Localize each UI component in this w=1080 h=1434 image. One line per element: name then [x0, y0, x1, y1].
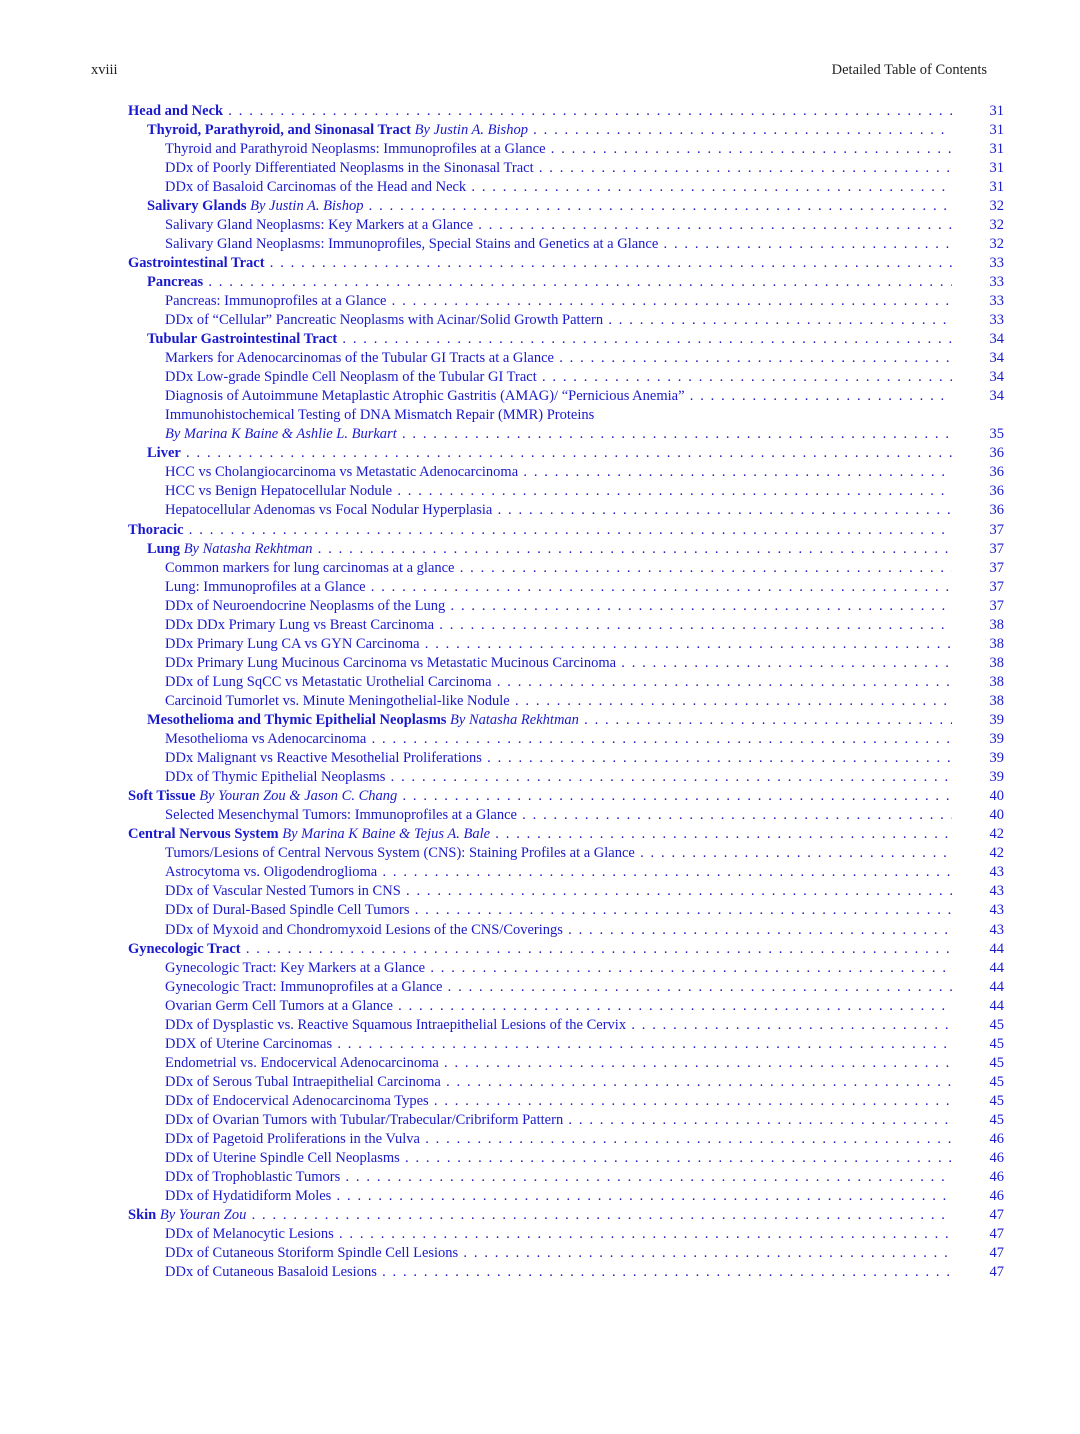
toc-entry-page: 46	[989, 1188, 1004, 1205]
toc-entry-page: 46	[989, 1150, 1004, 1167]
toc-entry-title: Ovarian Germ Cell Tumors at a Glance	[165, 997, 393, 1014]
toc-entry-text	[165, 406, 952, 425]
toc-entry-page: 39	[989, 769, 1004, 786]
toc-entry[interactable]	[128, 1263, 1004, 1282]
toc-entry-title: Gastrointestinal Tract	[128, 254, 265, 271]
toc-entry-text	[165, 1111, 952, 1130]
toc-entry[interactable]	[128, 387, 1004, 406]
toc-entry-text	[128, 787, 952, 806]
toc-entry-text	[165, 1073, 952, 1092]
toc-entry-title: DDx of Thymic Epithelial Neoplasms	[165, 769, 386, 786]
toc-entry-title: Mesothelioma vs Adenocarcinoma	[165, 731, 367, 748]
toc-entry-title: Astrocytoma vs. Oligodendroglioma	[165, 864, 378, 881]
toc-entry-text	[165, 1149, 952, 1168]
toc-entry-text	[165, 292, 952, 311]
toc-entry-text	[165, 578, 952, 597]
toc-entry-page: 45	[989, 1054, 1004, 1071]
toc-entry-title: Salivary Glands	[147, 197, 247, 214]
toc-entry-author: By Natasha Rekhtman	[183, 540, 313, 557]
toc-entry[interactable]	[128, 521, 1004, 540]
toc-entry-title: Pancreas	[147, 273, 204, 290]
toc-entry-title: Thoracic	[128, 521, 184, 538]
toc-entry[interactable]	[128, 159, 1004, 178]
toc-entry-title: Endometrial vs. Endocervical Adenocarcinoma	[165, 1054, 439, 1071]
toc-entry-title: DDx of Vascular Nested Tumors in CNS	[165, 883, 401, 900]
toc-entry-author: By Marina K Baine & Ashlie L. Burkart	[165, 426, 397, 443]
toc-entry-title: DDx of Poorly Differentiated Neoplasms in the Sinonasal Tract	[165, 159, 534, 176]
toc-entry[interactable]	[128, 463, 1004, 482]
toc-entry[interactable]	[128, 692, 1004, 711]
toc-entry[interactable]	[128, 1054, 1004, 1073]
toc-entry-title: Salivary Gland Neoplasms: Key Markers at a Glance	[165, 216, 474, 233]
toc-entry-author: By Justin A. Bishop	[414, 121, 528, 138]
toc-entry-text	[165, 1187, 952, 1206]
toc-entry-page: 33	[989, 254, 1004, 271]
toc-entry[interactable]	[128, 921, 1004, 940]
toc-entry-page: 32	[989, 197, 1004, 214]
toc-entry[interactable]	[128, 1111, 1004, 1130]
toc-entry-title: Mesothelioma and Thymic Epithelial Neoplasms	[147, 712, 447, 728]
toc-entry-page: 32	[989, 216, 1004, 233]
toc-entry-page: 31	[989, 121, 1004, 138]
toc-entry-title: DDx of Serous Tubal Intraepithelial Carcinoma	[165, 1073, 441, 1090]
toc-entry-text	[128, 254, 952, 273]
toc-entry-text	[165, 1016, 952, 1035]
toc-entry-title: Hepatocellular Adenomas vs Focal Nodular Hyperplasia	[165, 502, 493, 519]
toc-entry-page: 43	[989, 883, 1004, 900]
toc-entry[interactable]	[128, 501, 1004, 520]
toc-entry-title: Diagnosis of Autoimmune Metaplastic Atrophic Gastritis (AMAG)/ “Pernicious Anemia”	[165, 388, 685, 405]
toc-entry-text	[147, 197, 952, 216]
toc-entry-title: HCC vs Cholangiocarcinoma vs Metastatic Adenocarcinoma	[165, 464, 519, 481]
toc-entry-text	[165, 216, 952, 235]
toc-entry[interactable]	[128, 406, 1004, 425]
toc-entry-title: Soft Tissue	[128, 788, 196, 805]
toc-entry-page: 42	[989, 845, 1004, 862]
toc-entry-page: 44	[989, 997, 1004, 1014]
toc-entry-title: DDx of Melanocytic Lesions	[165, 1226, 334, 1243]
toc-entry[interactable]	[128, 140, 1004, 159]
toc-entry-page: 34	[989, 369, 1004, 386]
toc-entry-text	[165, 1092, 952, 1111]
toc-entry-author: By Natasha Rekhtman	[450, 712, 579, 728]
toc-entry-page: 37	[989, 597, 1004, 614]
toc-entry-page: 40	[989, 807, 1004, 824]
toc-entry[interactable]	[128, 730, 1004, 749]
toc-entry[interactable]	[128, 444, 1004, 463]
toc-entry-page: 37	[989, 559, 1004, 576]
toc-entry[interactable]	[128, 635, 1004, 654]
toc-entry-page: 43	[989, 921, 1004, 938]
toc-entry-page: 31	[989, 159, 1004, 176]
toc-entry-page: 39	[989, 731, 1004, 748]
toc-entry-text	[165, 1035, 952, 1054]
toc-entry-text	[147, 330, 952, 349]
toc-entry-text	[165, 463, 952, 482]
toc-entry[interactable]	[128, 1035, 1004, 1054]
toc-entry-text	[165, 178, 952, 197]
toc-entry-text	[128, 521, 952, 540]
toc-entry-text	[165, 806, 952, 825]
toc-entry-title: Salivary Gland Neoplasms: Immunoprofiles, Special Stains and Genetics at a Glance	[165, 235, 659, 252]
toc-entry-author: By Youran Zou & Jason C. Chang	[199, 788, 398, 805]
toc-entry-page: 39	[989, 712, 1004, 728]
toc-entry[interactable]	[128, 1244, 1004, 1263]
toc-entry-text	[165, 978, 952, 997]
toc-entry-page: 36	[989, 464, 1004, 481]
toc-entry-title: DDx of Hydatidiform Moles	[165, 1188, 332, 1205]
toc-entry-page: 45	[989, 1073, 1004, 1090]
toc-entry[interactable]	[128, 844, 1004, 863]
toc-entry-title: Thyroid and Parathyroid Neoplasms: Immunoprofiles at a Glance	[165, 140, 546, 157]
toc-entry[interactable]	[128, 959, 1004, 978]
toc-entry[interactable]	[128, 559, 1004, 578]
toc-entry-page: 43	[989, 902, 1004, 919]
running-title: Detailed Table of Contents	[831, 62, 987, 78]
toc-entry-title: DDx of Trophoblastic Tumors	[165, 1169, 341, 1186]
toc-entry-text	[165, 159, 952, 178]
toc-entry-title: DDx DDx Primary Lung vs Breast Carcinoma	[165, 616, 435, 633]
toc-entry-text	[165, 692, 952, 711]
toc-entry[interactable]	[128, 901, 1004, 920]
toc-entry-title: DDx of “Cellular” Pancreatic Neoplasms with Acinar/Solid Growth Pattern	[165, 312, 604, 329]
toc-entry-page: 31	[989, 178, 1004, 195]
toc-entry-page: 37	[989, 578, 1004, 595]
toc-entry-page: 44	[989, 959, 1004, 976]
toc-entry-text	[165, 387, 952, 406]
toc-entry-page: 35	[989, 426, 1004, 443]
toc-entry-page: 33	[989, 312, 1004, 329]
toc-entry-text	[165, 616, 952, 635]
toc-entry-author: By Marina K Baine & Tejus A. Bale	[282, 826, 491, 843]
toc-entry-text	[147, 121, 952, 140]
toc-entry[interactable]	[128, 940, 1004, 959]
toc-entry-title: DDx of Neuroendocrine Neoplasms of the Lung	[165, 597, 446, 614]
toc-entry-text	[128, 825, 952, 844]
toc-entry-title: DDx of Ovarian Tumors with Tubular/Trabecular/Cribriform Pattern	[165, 1111, 564, 1128]
toc-entry-page: 44	[989, 940, 1004, 957]
toc-entry-title: DDx Low-grade Spindle Cell Neoplasm of the Tubular GI Tract	[165, 369, 537, 386]
toc-entry-author: By Justin A. Bishop	[250, 197, 364, 214]
toc-entry[interactable]	[128, 978, 1004, 997]
toc-entry[interactable]	[128, 597, 1004, 616]
toc-entry[interactable]	[128, 349, 1004, 368]
toc-entry[interactable]	[128, 1168, 1004, 1187]
toc-entry-text	[165, 235, 952, 254]
toc-entry-title: Lung: Immunoprofiles at a Glance	[165, 578, 366, 595]
toc-entry-text	[147, 444, 952, 463]
toc-entry[interactable]	[128, 882, 1004, 901]
toc-entry-title: DDx Malignant vs Reactive Mesothelial Proliferations	[165, 750, 482, 767]
toc-entry[interactable]	[128, 216, 1004, 235]
page-number: xviii	[91, 62, 118, 78]
toc-entry[interactable]	[128, 311, 1004, 330]
toc-entry[interactable]	[128, 292, 1004, 311]
toc-entry-title: DDx of Dysplastic vs. Reactive Squamous Intraepithelial Lesions of the Cervix	[165, 1016, 627, 1033]
toc-entry-page: 32	[989, 235, 1004, 252]
toc-entry-page: 46	[989, 1169, 1004, 1186]
toc-entry-page: 34	[989, 350, 1004, 367]
toc-entry-title: DDx of Cutaneous Basaloid Lesions	[165, 1264, 377, 1281]
toc-entry-page: 38	[989, 692, 1004, 709]
toc-entry-text	[165, 959, 952, 978]
toc-entry-title: DDx Primary Lung Mucinous Carcinoma vs Metastatic Mucinous Carcinoma	[165, 654, 617, 671]
toc-entry-page: 38	[989, 616, 1004, 633]
toc-entry-page: 45	[989, 1111, 1004, 1128]
toc-entry-page: 45	[989, 1035, 1004, 1052]
toc-entry-title: Markers for Adenocarcinomas of the Tubular GI Tracts at a Glance	[165, 350, 554, 367]
toc-entry-text	[147, 540, 952, 559]
toc-entry[interactable]	[128, 863, 1004, 882]
toc-entry-page: 47	[989, 1226, 1004, 1243]
toc-entry-title: Thyroid, Parathyroid, and Sinonasal Tract	[147, 121, 412, 138]
toc-entry[interactable]	[128, 787, 1004, 806]
toc-entry-text	[165, 311, 952, 330]
toc-entry-text	[165, 673, 952, 692]
toc-entry-text	[165, 559, 952, 578]
toc-entry-page: 36	[989, 445, 1004, 462]
toc-entry-text	[165, 482, 952, 501]
toc-entry-title: Central Nervous System	[128, 826, 279, 843]
toc-entry-page: 31	[989, 102, 1004, 119]
toc-entry[interactable]	[128, 711, 1004, 730]
toc-entry[interactable]	[128, 254, 1004, 273]
toc-entry-text	[165, 921, 952, 940]
toc-entry-text	[165, 1263, 952, 1282]
toc-entry-page: 44	[989, 978, 1004, 995]
toc-entry-text	[165, 901, 952, 920]
toc-entry-title: Carcinoid Tumorlet vs. Minute Meningothelial-like Nodule	[165, 692, 510, 709]
toc-entry-text	[165, 501, 952, 520]
toc-entry[interactable]	[128, 482, 1004, 501]
toc-entry-text	[165, 368, 952, 387]
toc-entry-text	[165, 1244, 952, 1263]
toc-entry-title: Lung	[147, 540, 181, 557]
toc-entry-page: 38	[989, 673, 1004, 690]
toc-entry-page: 40	[989, 788, 1004, 805]
toc-entry-text	[165, 349, 952, 368]
toc-entry-text	[165, 997, 952, 1016]
toc-entry[interactable]	[128, 178, 1004, 197]
toc-entry-title: DDx of Uterine Spindle Cell Neoplasms	[165, 1150, 400, 1167]
toc-entry-title: DDx of Myxoid and Chondromyxoid Lesions of the CNS/Coverings	[165, 921, 563, 938]
toc-entry-text	[165, 1225, 952, 1244]
table-of-contents	[128, 102, 1004, 1283]
toc-entry-text	[128, 1206, 952, 1225]
toc-entry[interactable]	[128, 1016, 1004, 1035]
toc-entry[interactable]	[128, 102, 1004, 121]
toc-entry-title: Pancreas: Immunoprofiles at a Glance	[165, 292, 387, 309]
toc-entry-title: Gynecologic Tract	[128, 940, 241, 957]
toc-entry-text	[147, 711, 952, 730]
toc-entry-page: 34	[989, 331, 1004, 348]
toc-entry[interactable]	[128, 1187, 1004, 1206]
toc-entry-text	[165, 1054, 952, 1073]
toc-entry-page: 43	[989, 864, 1004, 881]
toc-entry-title: Immunohistochemical Testing of DNA Mismatch Repair (MMR) Proteins	[165, 407, 595, 424]
toc-entry[interactable]	[128, 578, 1004, 597]
toc-entry[interactable]	[128, 1130, 1004, 1149]
toc-entry-page: 37	[989, 521, 1004, 538]
toc-entry-title: DDx of Pagetoid Proliferations in the Vulva	[165, 1131, 420, 1148]
toc-entry-page: 47	[989, 1207, 1004, 1224]
toc-entry-text	[165, 597, 952, 616]
toc-entry-title: Gynecologic Tract: Immunoprofiles at a Glance	[165, 978, 443, 995]
toc-entry[interactable]	[128, 673, 1004, 692]
toc-entry-page: 33	[989, 292, 1004, 309]
toc-entry-title: Tumors/Lesions of Central Nervous System (CNS): Staining Profiles at a Glance	[165, 845, 635, 862]
toc-entry-title: Common markers for lung carcinomas at a glance	[165, 559, 455, 576]
toc-entry-text	[165, 425, 952, 444]
toc-entry-title: Head and Neck	[128, 102, 224, 119]
toc-entry[interactable]	[128, 768, 1004, 787]
toc-entry-text	[165, 749, 952, 768]
toc-entry-page: 45	[989, 1092, 1004, 1109]
toc-entry-page: 37	[989, 540, 1004, 557]
toc-entry-title: HCC vs Benign Hepatocellular Nodule	[165, 483, 393, 500]
toc-entry[interactable]	[128, 825, 1004, 844]
toc-entry[interactable]	[128, 1225, 1004, 1244]
toc-entry-page: 31	[989, 140, 1004, 157]
toc-entry[interactable]	[128, 1092, 1004, 1111]
toc-entry-title: Tubular Gastrointestinal Tract	[147, 331, 338, 348]
toc-entry-page: 33	[989, 273, 1004, 290]
toc-entry[interactable]	[128, 806, 1004, 825]
toc-entry-page: 46	[989, 1131, 1004, 1148]
toc-entry[interactable]	[128, 997, 1004, 1016]
toc-entry-title: DDx of Endocervical Adenocarcinoma Types	[165, 1092, 429, 1109]
toc-entry-page: 38	[989, 654, 1004, 671]
toc-entry-text	[165, 1168, 952, 1187]
toc-entry-title: DDx of Cutaneous Storiform Spindle Cell Lesions	[165, 1245, 459, 1262]
toc-entry-text	[165, 844, 952, 863]
page-header	[91, 62, 987, 82]
toc-entry-page: 36	[989, 502, 1004, 519]
toc-entry[interactable]	[128, 330, 1004, 349]
toc-entry[interactable]	[128, 1149, 1004, 1168]
toc-entry-author: By Youran Zou	[159, 1207, 247, 1224]
toc-entry-title: Liver	[147, 445, 181, 462]
toc-entry-page: 39	[989, 750, 1004, 767]
toc-entry[interactable]	[128, 1206, 1004, 1225]
toc-entry-page: 45	[989, 1016, 1004, 1033]
toc-entry[interactable]	[128, 749, 1004, 768]
toc-entry-page: 36	[989, 483, 1004, 500]
toc-entry-text	[128, 102, 952, 121]
toc-entry-text	[165, 863, 952, 882]
toc-entry-text	[165, 768, 952, 787]
toc-entry-title: DDX of Uterine Carcinomas	[165, 1035, 333, 1052]
toc-entry-text	[165, 140, 952, 159]
toc-entry-page: 42	[989, 826, 1004, 843]
toc-entry[interactable]	[128, 654, 1004, 673]
toc-entry-page: 34	[989, 388, 1004, 405]
toc-entry[interactable]	[128, 368, 1004, 387]
toc-entry[interactable]	[128, 235, 1004, 254]
toc-entry-title: Selected Mesenchymal Tumors: Immunoprofiles at a Glance	[165, 807, 517, 824]
toc-entry-title: Skin	[128, 1207, 157, 1224]
toc-entry-text	[165, 882, 952, 901]
toc-entry[interactable]	[128, 1073, 1004, 1092]
toc-entry-title: DDx of Dural-Based Spindle Cell Tumors	[165, 902, 410, 919]
toc-entry[interactable]	[128, 273, 1004, 292]
toc-entry-text	[165, 730, 952, 749]
toc-entry-text	[165, 654, 952, 673]
toc-entry-text	[128, 940, 952, 959]
toc-entry-text	[165, 635, 952, 654]
toc-entry-title: DDx of Lung SqCC vs Metastatic Urothelial Carcinoma	[165, 673, 492, 690]
toc-entry-title: DDx Primary Lung CA vs GYN Carcinoma	[165, 635, 420, 652]
toc-entry-text	[165, 1130, 952, 1149]
toc-entry[interactable]	[128, 616, 1004, 635]
toc-entry[interactable]	[128, 425, 1004, 444]
toc-entry-title: DDx of Basaloid Carcinomas of the Head and Neck	[165, 178, 467, 195]
toc-entry[interactable]	[128, 121, 1004, 140]
toc-entry-page: 47	[989, 1264, 1004, 1281]
toc-entry-text	[147, 273, 952, 292]
toc-entry[interactable]	[128, 540, 1004, 559]
toc-entry-page: 47	[989, 1245, 1004, 1262]
toc-entry[interactable]	[128, 197, 1004, 216]
toc-entry-title: Gynecologic Tract: Key Markers at a Glance	[165, 959, 426, 976]
toc-entry-page: 38	[989, 635, 1004, 652]
